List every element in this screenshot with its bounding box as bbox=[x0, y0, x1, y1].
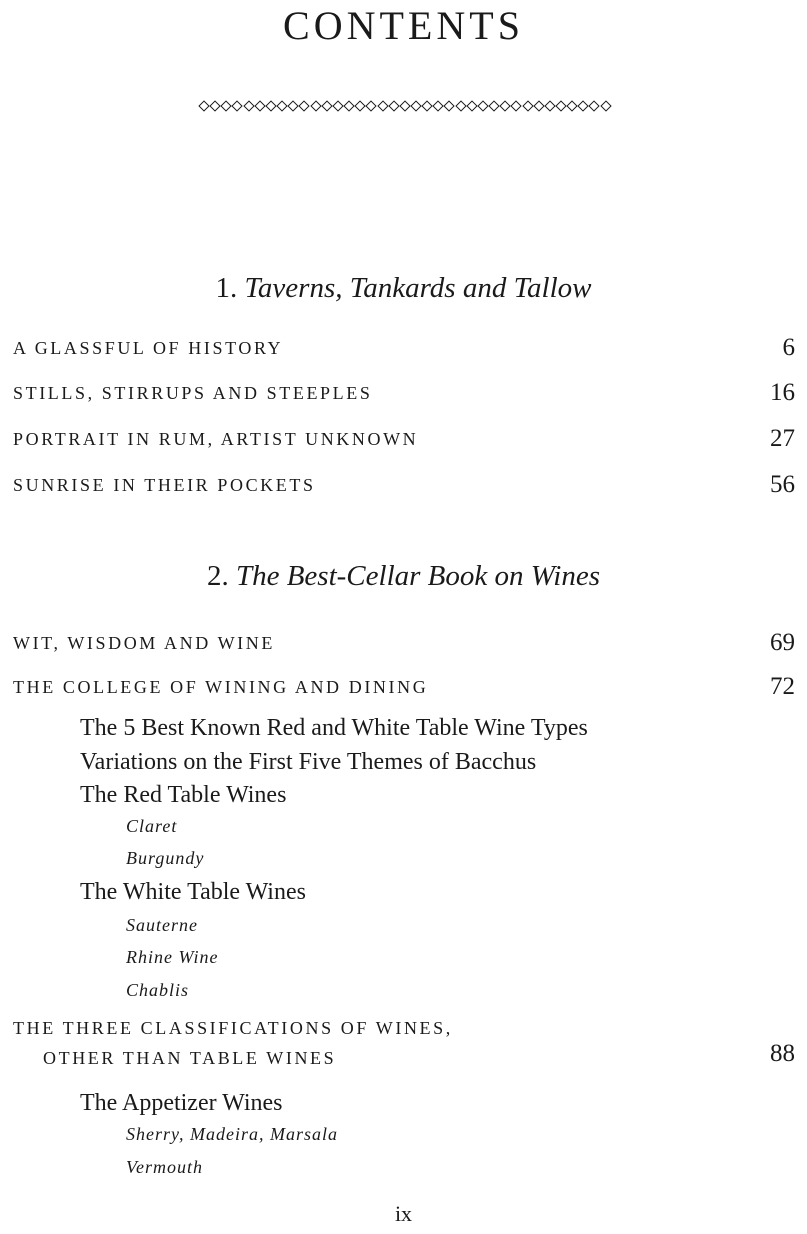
toc-subentry[interactable]: Variations on the First Five Themes of Bacchus bbox=[80, 749, 537, 775]
toc-entry-page: 27 bbox=[770, 425, 795, 452]
toc-entry-page: 72 bbox=[770, 673, 795, 700]
toc-subsubentry[interactable]: Claret bbox=[126, 816, 178, 836]
toc-entry[interactable] bbox=[13, 470, 795, 500]
ornament-diamond bbox=[511, 100, 522, 111]
toc-entry[interactable] bbox=[13, 333, 795, 363]
toc-subsubentry[interactable]: Sherry, Madeira, Marsala bbox=[126, 1124, 338, 1144]
part-2-title: The Best-Cellar Book on Wines bbox=[235, 560, 601, 592]
ornament-diamond bbox=[377, 100, 388, 111]
toc-subentry[interactable]: The 5 Best Known Red and White Table Wine Types bbox=[80, 715, 588, 741]
page-title: CONTENTS bbox=[283, 3, 524, 48]
toc-entry-page: 16 bbox=[770, 379, 795, 406]
toc-subsubentry[interactable]: Rhine Wine bbox=[126, 947, 219, 967]
page-folio: ix bbox=[394, 1201, 413, 1226]
toc-subsubentry[interactable]: Vermouth bbox=[126, 1157, 203, 1177]
toc-entry-label: WIT, WISDOM AND WINE bbox=[13, 632, 275, 653]
toc-entry-label: A GLASSFUL OF HISTORY bbox=[13, 337, 284, 358]
ornament-diamond bbox=[332, 100, 343, 111]
toc-subentry[interactable]: The Appetizer Wines bbox=[80, 1090, 283, 1116]
ornament-diamond bbox=[544, 100, 555, 111]
toc-subsubentry[interactable]: Burgundy bbox=[126, 848, 205, 868]
ornament-diamond bbox=[477, 100, 488, 111]
ornament-diamond bbox=[321, 100, 332, 111]
ornament-diamond bbox=[232, 100, 243, 111]
ornament-diamond bbox=[288, 100, 299, 111]
toc-entry-label: SUNRISE IN THEIR POCKETS bbox=[13, 474, 316, 495]
toc-subsubentry[interactable]: Sauterne bbox=[126, 915, 198, 935]
toc-entry[interactable] bbox=[13, 378, 795, 408]
toc-entry-label-continued[interactable]: OTHER THAN TABLE WINES bbox=[43, 1048, 337, 1068]
ornament-diamond bbox=[433, 100, 444, 111]
toc-entry-label[interactable]: THE THREE CLASSIFICATIONS OF WINES, bbox=[13, 1018, 453, 1038]
ornament-diamond bbox=[299, 100, 310, 111]
toc-subentry[interactable]: The Red Table Wines bbox=[80, 782, 287, 808]
ornament-diamond bbox=[566, 100, 577, 111]
part-1-title: Taverns, Tankards and Tallow bbox=[244, 272, 592, 304]
ornament-diamond bbox=[243, 100, 254, 111]
toc-entry-page: 56 bbox=[770, 471, 795, 498]
part-1-heading bbox=[0, 270, 807, 306]
ornament-rule bbox=[200, 98, 610, 114]
ornament-diamond bbox=[399, 100, 410, 111]
ornament-diamond bbox=[600, 100, 611, 111]
ornament-diamond bbox=[555, 100, 566, 111]
ornament-diamond bbox=[578, 100, 589, 111]
toc-entry-page: 6 bbox=[782, 334, 795, 361]
ornament-diamond bbox=[488, 100, 499, 111]
ornament-diamond bbox=[410, 100, 421, 111]
ornament-diamond bbox=[522, 100, 533, 111]
ornament-diamond bbox=[355, 100, 366, 111]
ornament-diamond bbox=[500, 100, 511, 111]
part-1-number: 1. bbox=[215, 272, 238, 304]
toc-entry[interactable] bbox=[13, 628, 795, 658]
ornament-diamond bbox=[589, 100, 600, 111]
toc-entry[interactable] bbox=[13, 424, 795, 454]
ornament-diamond bbox=[533, 100, 544, 111]
ornament-diamond bbox=[221, 100, 232, 111]
toc-entry-label: STILLS, STIRRUPS AND STEEPLES bbox=[13, 382, 373, 403]
ornament-diamond bbox=[455, 100, 466, 111]
toc-entry-page: 88 bbox=[770, 1040, 795, 1067]
ornament-diamond bbox=[310, 100, 321, 111]
toc-entry-page: 69 bbox=[770, 629, 795, 656]
ornament-diamond bbox=[254, 100, 265, 111]
part-2-heading bbox=[0, 558, 807, 594]
part-2-number: 2. bbox=[206, 560, 229, 592]
toc-entry[interactable] bbox=[13, 672, 795, 702]
ornament-diamond bbox=[265, 100, 276, 111]
ornament-diamond bbox=[198, 100, 209, 111]
ornament-diamond bbox=[209, 100, 220, 111]
ornament-diamond bbox=[343, 100, 354, 111]
toc-entry-label: PORTRAIT IN RUM, ARTIST UNKNOWN bbox=[13, 428, 419, 449]
ornament-diamond bbox=[421, 100, 432, 111]
ornament-diamond bbox=[466, 100, 477, 111]
toc-entry-label: THE COLLEGE OF WINING AND DINING bbox=[13, 676, 429, 697]
toc-subsubentry[interactable]: Chablis bbox=[126, 980, 190, 1000]
ornament-diamond bbox=[444, 100, 455, 111]
ornament-diamond bbox=[388, 100, 399, 111]
toc-subentry[interactable]: The White Table Wines bbox=[80, 879, 306, 905]
ornament-diamond bbox=[366, 100, 377, 111]
ornament-diamond bbox=[276, 100, 287, 111]
